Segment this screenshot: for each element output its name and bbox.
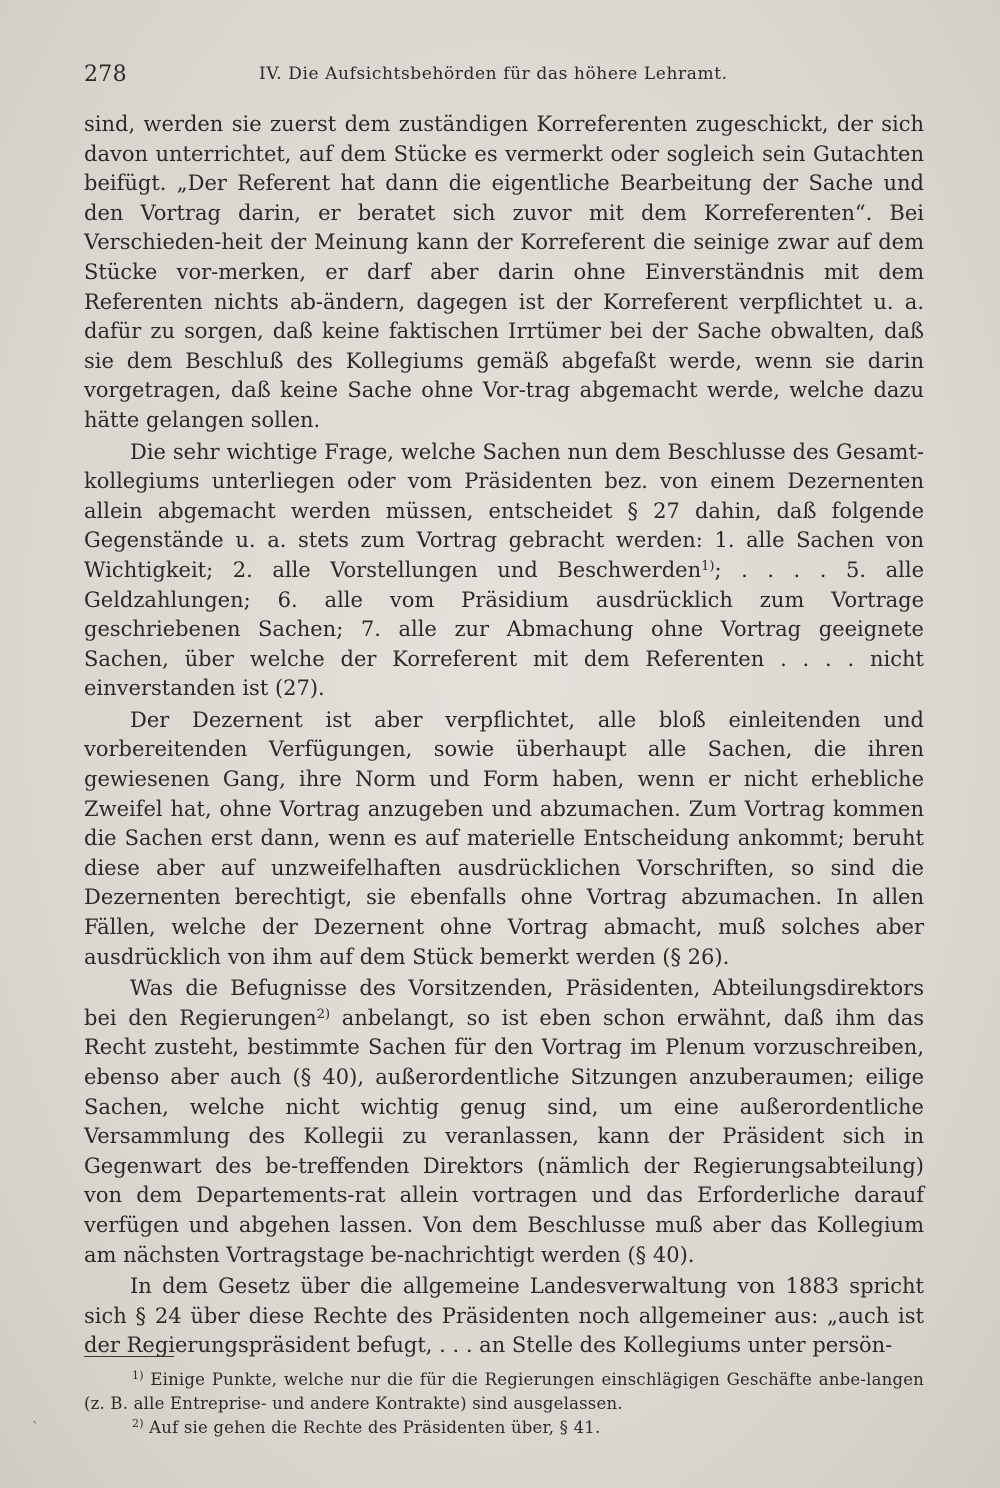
body-text xyxy=(84,110,924,1361)
footnote-ref-2: 2) xyxy=(316,1006,331,1022)
paragraph-2-text-b: ; . . . . 5. alle Geldzahlungen; 6. alle vom Präsidium ausdrücklich zum Vortrage geschriebenen Sachen; 7. alle zur Abmachung ohne Vortrag geeignete Sachen, über welche der Korreferent mit dem Referenten . . . . nicht einverstanden ist (27). xyxy=(84,557,924,701)
paragraph-4-text-a: Was die Befugnisse des Vorsitzenden, Präsidenten, Abteilungsdirektors bei den Regierungen xyxy=(84,976,924,1030)
paragraph-1: sind, werden sie zuerst dem zuständigen Korreferenten zugeschickt, der sich davon unterrichtet, auf dem Stücke es vermerkt oder sogleich sein Gutachten beifügt. „Der Referent hat dann die eigentliche Bearbeitung der Sache und den Vortrag darin, er beratet sich zuvor mit dem Korreferenten“. Bei Verschieden-heit der Meinung kann der Korreferent die seinige zwar auf dem Stücke vor-merken, er darf aber darin ohne Einverständnis mit dem Referenten nichts ab-ändern, dagegen ist der Korreferent verpflichtet u. a. dafür zu sorgen, daß keine faktischen Irrtümer bei der Sache obwalten, daß sie dem Beschluß des Kollegiums gemäß abgefaßt werde, wenn sie darin vorgetragen, daß keine Sache ohne Vor-trag abgemacht werde, welche dazu hätte gelangen sollen. xyxy=(84,112,924,432)
footnote-divider xyxy=(84,1356,174,1357)
running-title: IV. Die Aufsichtsbehörden für das höhere Lehramt. xyxy=(259,64,728,84)
footnote-2-marker: 2) xyxy=(132,1417,144,1430)
footnote-2-text: Auf sie gehen die Rechte des Präsidenten über, § 41. xyxy=(143,1418,601,1437)
paragraph-4 xyxy=(84,974,924,1270)
footnote-1-marker: 1) xyxy=(132,1369,144,1382)
page-header xyxy=(84,62,920,92)
paragraph-5: In dem Gesetz über die allgemeine Landesverwaltung von 1883 spricht sich § 24 über diese Rechte des Präsidenten noch allgemeiner aus: „auch ist der Regierungspräsident befugt, . . . an Stelle des Kollegiums unter persön- xyxy=(84,1274,924,1358)
footnote-1 xyxy=(84,1368,924,1416)
paragraph-2-text-a: Die sehr wichtige Frage, welche Sachen nun dem Beschlusse des Gesamt-kollegiums unterliegen oder vom Präsidenten bez. von einem Dezernenten allein abgemacht werden müssen, entscheidet § 27 dahin, daß folgende Gegenstände u. a. stets zum Vortrag gebracht werden: 1. alle Sachen von Wichtigkeit; 2. alle Vorstellungen und Beschwerden xyxy=(84,439,924,582)
footnotes xyxy=(84,1368,924,1440)
paragraph-3: Der Dezernent ist aber verpflichtet, alle bloß einleitenden und vorbereitenden Verfügungen, sowie überhaupt alle Sachen, die ihren gewiesenen Gang, ihre Norm und Form haben, wenn er nicht erhebliche Zweifel hat, ohne Vortrag anzugeben und abzumachen. Zum Vortrag kommen die Sachen erst dann, wenn es auf materielle Entscheidung ankommt; beruht diese aber auf unzweifelhaften ausdrücklichen Vorschriften, so sind die Dezernenten berechtigt, sie ebenfalls ohne Vortrag abzumachen. In allen Fällen, welche der Dezernent ohne Vortrag abmacht, muß solches aber ausdrücklich von ihm auf dem Stück bemerkt werden (§ 26). xyxy=(84,707,924,969)
paragraph-4-text-b: anbelangt, so ist eben schon erwähnt, daß ihm das Recht zusteht, bestimmte Sachen für den Vortrag im Plenum vorzuschreiben, ebenso aber auch (§ 40), außerordentliche Sitzungen anzuberaumen; eilige Sachen, welche nicht wichtig genug sind, um eine außerordentliche Versammlung des Kollegii zu veranlassen, kann der Präsident sich in Gegenwart des be-treffenden Direktors (nämlich der Regierungsabteilung) von dem Departements-rat allein vortragen und das Erforderliche darauf verfügen und abgehen lassen. Von dem Beschlusse muß aber das Kollegium am nächsten Vortragstage be-nachrichtigt werden (§ 40). xyxy=(84,1005,924,1267)
footnote-1-text: Einige Punkte, welche nur die für die Regierungen einschlägigen Geschäfte anbe-langen (z. B. alle Entreprise- und andere Kontrakte) sind ausgelassen. xyxy=(84,1370,924,1413)
footnote-2 xyxy=(84,1416,924,1440)
page-number: 278 xyxy=(84,62,127,87)
margin-mark: ` xyxy=(32,1420,39,1436)
footnote-ref-1: 1) xyxy=(701,558,715,574)
paragraph-2 xyxy=(84,438,924,704)
